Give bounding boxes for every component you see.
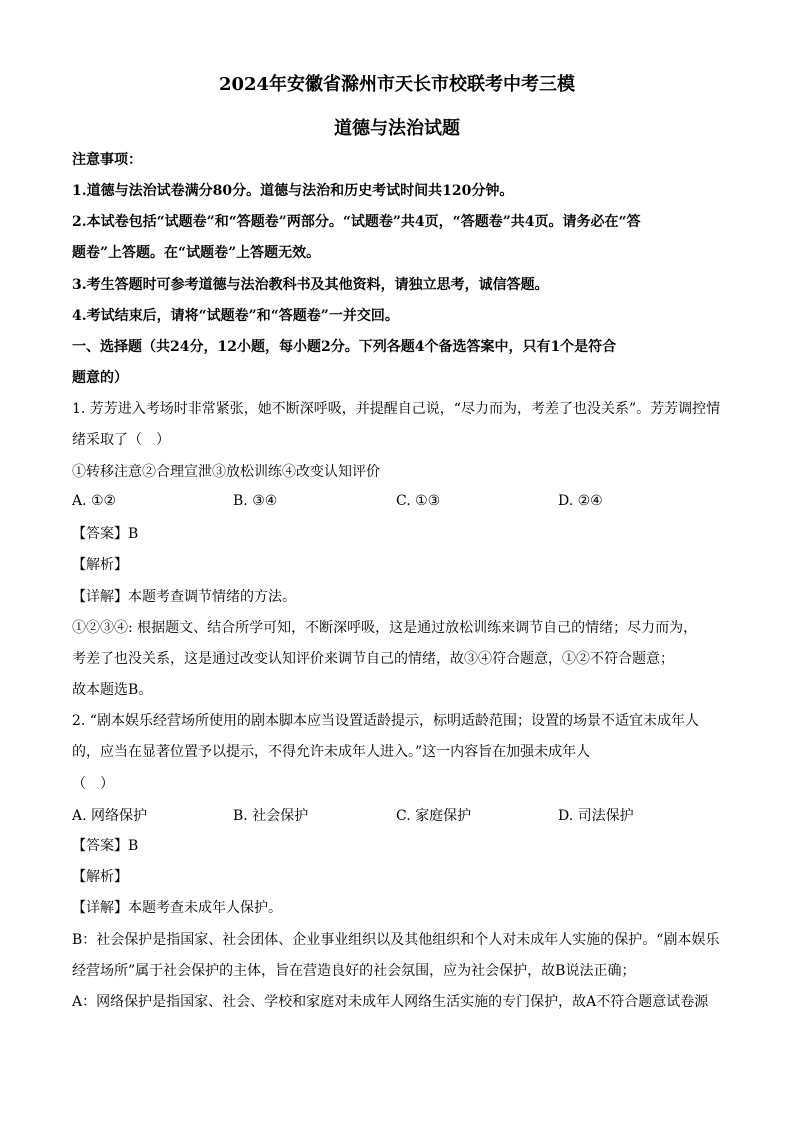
notice-item: 2.本试卷包括“试题卷”和“答题卷”两部分。“试题卷”共4页，“答题卷”共4页。请务必在“答 xyxy=(72,214,641,230)
watermark-text: 试卷源 xyxy=(666,994,709,1010)
q2-option-a: A. 网络保护 xyxy=(72,808,148,824)
q2-option-b: B. 社会保护 xyxy=(233,808,309,824)
q2-explanation xyxy=(72,992,724,1012)
q2-explanation: 经营场所”属于社会保护的主体，旨在营造良好的社会氛围，应为社会保护，故B说法正确； xyxy=(72,963,636,979)
notice-heading: 注意事项： xyxy=(72,152,142,168)
section-heading: 一、选择题（共24分，12小题，每小题2分。下列各题4个备选答案中，只有1个是符合 xyxy=(72,339,617,355)
notice-item: 1.道德与法治试卷满分80分。道德与法治和历史考试时间共120分钟。 xyxy=(72,183,514,199)
notice-item: 3.考生答题时可参考道德与法治教科书及其他资料，请独立思考，诚信答题。 xyxy=(72,277,549,293)
q1-explanation: ①②③④: 根据题文、结合所学可知，不断深呼吸，这是通过放松训练来调节自己的情绪；尽力而为， xyxy=(72,620,698,636)
notice-item: 4.考试结束后，请将“试题卷”和“答题卷”一并交回。 xyxy=(72,308,399,324)
q1-option-d: D. ②④ xyxy=(558,493,603,509)
q2-option-d: D. 司法保护 xyxy=(558,808,634,824)
q1-option-a: A. ①② xyxy=(72,493,117,509)
q1-explanation: 考差了也没关系，这是通过改变认知评价来调节自己的情绪，故③④符合题意，①②不符合题意； xyxy=(72,651,674,667)
q1-option-c: C. ①③ xyxy=(396,493,441,509)
q1-choices: ①转移注意②合理宣泄③放松训练④改变认知评价 xyxy=(72,464,380,480)
q1-explanation: 故本题选B。 xyxy=(72,682,153,698)
section-heading-cont: 题意的） xyxy=(72,370,128,386)
q1-option-b: B. ③④ xyxy=(233,493,278,509)
q2-option-c: C. 家庭保护 xyxy=(396,808,472,824)
q1-stem: 1. 芳芳进入考场时非常紧张，她不断深呼吸，并提醒自己说，“尽力而为，考差了也没关系”。芳芳调控情 xyxy=(72,401,721,417)
q1-stem-cont: 绪采取了（ ） xyxy=(72,432,170,448)
q1-detail: 【详解】本题考查调节情绪的方法。 xyxy=(72,589,296,605)
q2-stem: 2. “剧本娱乐经营场所使用的剧本脚本应当设置适龄提示，标明适龄范围；设置的场景不适宜未成年人 xyxy=(72,713,699,729)
q1-answer: 【答案】B xyxy=(72,526,139,542)
q2-explanation-text: A：网络保护是指国家、社会、学校和家庭对未成年人网络生活实施的专门保护，故A不符合题意 xyxy=(72,994,667,1010)
document-subtitle: 道德与法治试题 xyxy=(334,118,460,139)
q1-analysis-label: 【解析】 xyxy=(72,557,128,573)
q2-answer: 【答案】B xyxy=(72,838,139,854)
q2-stem-bracket: （ ） xyxy=(72,776,114,792)
q2-analysis-label: 【解析】 xyxy=(72,869,128,885)
q2-detail: 【详解】本题考查未成年人保护。 xyxy=(72,900,282,916)
notice-item: 题卷”上答题。在“试题卷”上答题无效。 xyxy=(72,245,321,261)
q2-explanation: B：社会保护是指国家、社会团体、企业事业组织以及其他组织和个人对未成年人实施的保护。“剧本娱乐 xyxy=(72,932,720,948)
document-title: 2024年安徽省滁州市天长市校联考中考三模 xyxy=(218,74,576,95)
q2-stem-cont: 的，应当在显著位置予以提示，不得允许未成年人进入。”这一内容旨在加强未成年人 xyxy=(72,744,591,760)
